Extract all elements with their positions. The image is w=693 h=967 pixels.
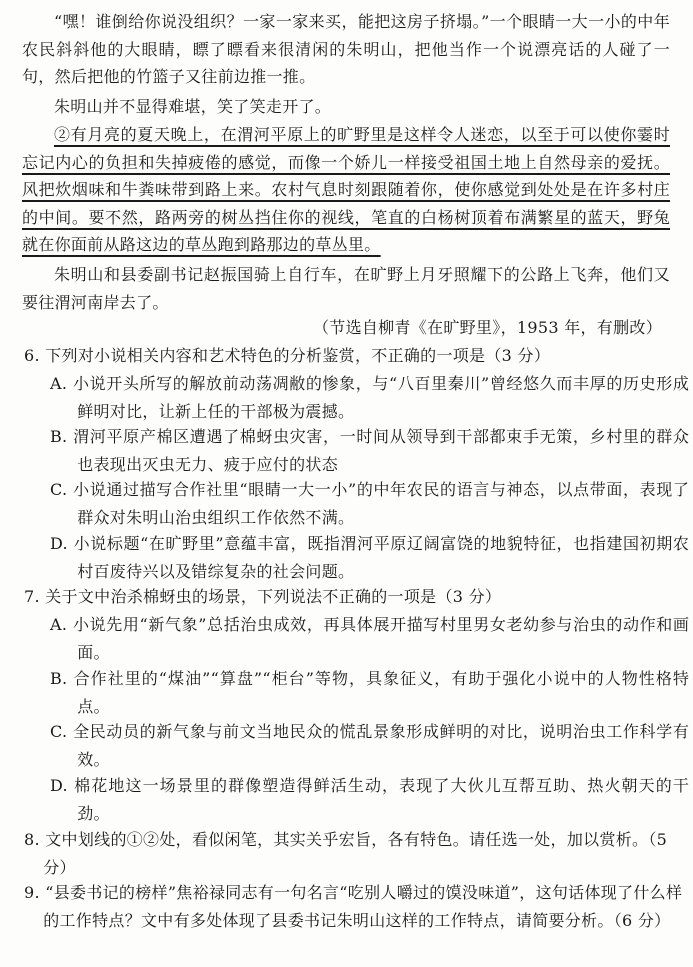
question-6-option-c: C. 小说通过描写合作社里“眼睛一大一小”的中年农民的语言与神态，以点带面，表现了群众对朱明山治虫组织工作依然不满。	[50, 480, 690, 527]
underlined-passage-2: ②有月亮的夏天晚上，在渭河平原上的旷野里是这样令人迷恋，以至于可以使你霎时忘记内心的负担和失掉疲倦的感觉，而像一个娇儿一样接受祖国土地上自然母亲的爱抚。风把炊烟味和牛粪味带到路上来。农村气息时刻跟随着你，使你感觉到处处是在许多村庄的中间。要不然，路两旁的树丛挡住你的视线，笔直的白杨树顶着布满繁星的蓝天，野兔就在你面前从路这边的草丛跑到路那边的草丛里。	[22, 125, 670, 254]
question-8-stem: 8. 文中划线的①②处，看似闲笔，其实关乎宏旨，各有特色。请任选一处，加以赏析。（5 分）	[24, 830, 668, 877]
question-6-option-a: A. 小说开头所写的解放前动荡凋敝的惨象，与“八百里秦川”曾经悠久而丰厚的历史形成鲜明对比，让新上任的干部极为震撼。	[50, 374, 690, 421]
question-7-option-b: B. 合作社里的“煤油”“算盘”“柜台”等物，具象征义，有助于强化小说中的人物性格特点。	[50, 669, 690, 716]
passage-paragraph-2: 朱明山并不显得难堪，笑了笑走开了。	[54, 97, 332, 116]
question-6-option-d: D. 小说标题“在旷野里”意蕴丰富，既指渭河平原辽阔富饶的地貌特征，也指建国初期农村百废待兴以及错综复杂的社会问题。	[50, 534, 690, 581]
passage-paragraph-1: “嘿！谁倒给你说没组织？一家一家来买，能把这房子挤塌。”一个眼睛一大一小的中年农民斜斜他的大眼睛，瞟了瞟看来很清闲的朱明山，把他当作一个说漂亮话的人碰了一句，然后把他的竹篮子又往前边推一推。	[22, 12, 670, 86]
question-6-option-b: B. 渭河平原产棉区遭遇了棉蚜虫灾害，一时间从领导到干部都束手无策，乡村里的群众也表现出灭虫无力、疲于应付的状态	[50, 427, 690, 474]
passage-source: （节选自柳青《在旷野里》，1953 年，有删改）	[312, 318, 662, 337]
question-7-option-d: D. 棉花地这一场景里的群像塑造得鲜活生动，表现了大伙儿互帮互助、热火朝天的干劲。	[50, 776, 690, 823]
question-6-stem: 6. 下列对小说相关内容和艺术特色的分析鉴赏，不正确的一项是（3 分）	[24, 346, 551, 365]
question-9-stem: 9. “县委书记的榜样”焦裕禄同志有一句名言“吃别人嚼过的馍没味道”，这句话体现了什么样的工作特点？文中有多处体现了县委书记朱明山这样的工作特点，请简要分析。（6 分）	[24, 883, 683, 930]
question-7-option-a: A. 小说先用“新气象”总括治虫成效，再具体展开描写村里男女老幼参与治虫的动作和画面。	[50, 615, 690, 662]
question-7-option-c: C. 全民动员的新气象与前文当地民众的慌乱景象形成鲜明的对比，说明治虫工作科学有效。	[50, 722, 690, 769]
passage-paragraph-4: 朱明山和县委副书记赵振国骑上自行车，在旷野上月牙照耀下的公路上飞奔，他们又要往渭河南岸去了。	[22, 265, 670, 312]
question-7-stem: 7. 关于文中治杀棉蚜虫的场景，下列说法不正确的一项是（3 分）	[24, 587, 502, 606]
